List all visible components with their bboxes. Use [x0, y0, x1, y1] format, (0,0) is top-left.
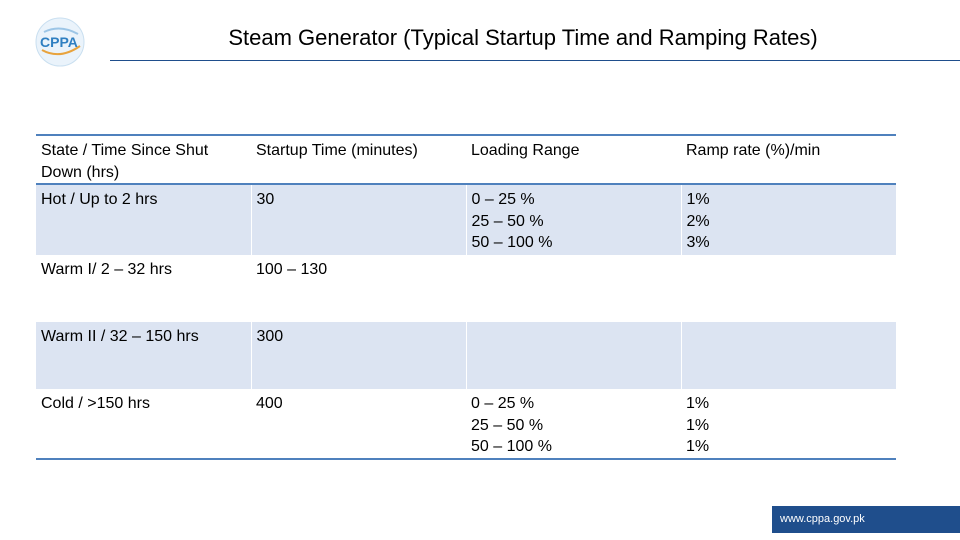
- ramp-value: 1%: [686, 191, 710, 208]
- footer-bar: [772, 506, 960, 533]
- loading-value: 50 – 100 %: [471, 234, 553, 251]
- table-header-row: [36, 135, 896, 184]
- cppa-logo-icon: [32, 16, 90, 68]
- header-ramp-rate: Ramp rate (%)/min: [681, 135, 896, 184]
- cell-loading: [466, 322, 681, 389]
- cell-startup: 100 – 130: [256, 261, 328, 278]
- ramp-value: 2%: [686, 212, 710, 230]
- cell-loading: [466, 255, 681, 322]
- loading-value: 25 – 50 %: [471, 212, 544, 230]
- cell-ramp: [681, 255, 896, 322]
- footer-url[interactable]: www.cppa.gov.pk: [780, 513, 865, 525]
- page-title: Steam Generator (Typical Startup Time and Ramping Rates): [228, 25, 818, 50]
- cell-startup: 300: [251, 322, 466, 389]
- cell-loading: [466, 389, 681, 459]
- table-row: [36, 255, 896, 322]
- loading-value: 50 – 100 %: [471, 438, 552, 455]
- header-state: State / Time Since Shut Down (hrs): [36, 135, 251, 184]
- startup-table: [36, 134, 896, 460]
- loading-value: 25 – 50 %: [471, 416, 544, 434]
- ramp-value: 1%: [686, 416, 710, 434]
- table-row: [36, 389, 896, 459]
- header-loading-range: Loading Range: [466, 135, 681, 184]
- cell-state: Cold / >150 hrs: [36, 389, 251, 459]
- cell-state: Warm II / 32 – 150 hrs: [36, 322, 251, 389]
- ramp-value: 1%: [686, 395, 710, 412]
- cell-ramp: [681, 184, 896, 255]
- cell-ramp: [681, 322, 896, 389]
- ramp-value: 3%: [686, 234, 710, 251]
- cell-startup: 400: [251, 389, 466, 459]
- cell-state: Hot / Up to 2 hrs: [36, 184, 251, 255]
- loading-value: 0 – 25 %: [471, 395, 535, 412]
- cell-state: Warm I/ 2 – 32 hrs: [41, 261, 172, 278]
- table-row: [36, 322, 896, 389]
- svg-text:CPPA: CPPA: [40, 34, 78, 50]
- header-divider: [110, 60, 960, 61]
- cell-ramp: [681, 389, 896, 459]
- loading-value: 0 – 25 %: [471, 191, 535, 208]
- cell-loading: [466, 184, 681, 255]
- header-startup-time: Startup Time (minutes): [251, 135, 466, 184]
- table-row: [36, 184, 896, 255]
- ramp-value: 1%: [686, 438, 710, 455]
- cell-startup: 30: [251, 184, 466, 255]
